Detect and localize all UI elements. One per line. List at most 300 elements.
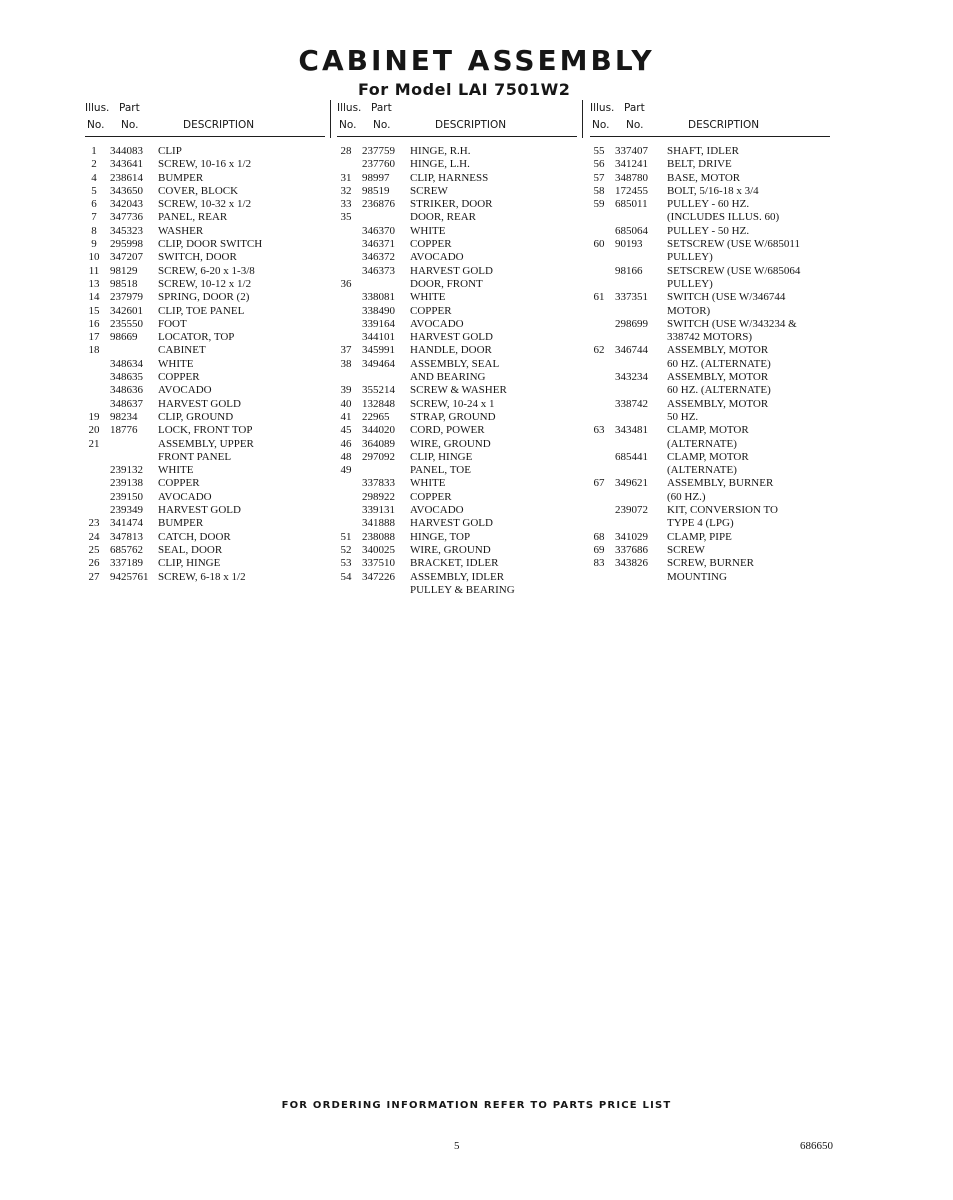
parts-row [337, 491, 577, 504]
part-description: CABINET [158, 344, 206, 357]
illus-number: 21 [88, 437, 100, 450]
part-number: 237979 [110, 291, 143, 304]
part-number: 338081 [362, 291, 395, 304]
parts-row [337, 451, 577, 464]
part-description: HARVEST GOLD [158, 397, 241, 410]
column-header [85, 102, 325, 137]
part-description: ASSEMBLY, UPPER [158, 437, 254, 450]
part-number: 338742 [615, 397, 648, 410]
parts-row [85, 211, 325, 224]
parts-row [85, 371, 325, 384]
part-description: PULLEY - 50 HZ. [667, 224, 750, 237]
parts-row [85, 185, 325, 198]
part-number: 338490 [362, 304, 395, 317]
header-description: DESCRIPTION [183, 119, 255, 131]
part-number: 337407 [615, 145, 648, 157]
parts-row [337, 318, 577, 331]
parts-list [337, 145, 577, 597]
part-description: HINGE, TOP [410, 530, 471, 543]
part-description: WHITE [410, 291, 446, 304]
parts-row [590, 358, 830, 371]
illus-number: 62 [593, 344, 605, 357]
parts-row [590, 185, 830, 198]
parts-row [590, 305, 830, 318]
parts-row [590, 477, 830, 490]
header-part-no: No. [626, 119, 644, 131]
header-illus: Illus. [85, 102, 110, 114]
header-part: Part [371, 102, 392, 114]
parts-row [337, 211, 577, 224]
part-description: MOUNTING [667, 570, 727, 583]
parts-row [590, 464, 830, 477]
parts-row [337, 464, 577, 477]
part-description: WHITE [410, 224, 446, 237]
illus-number: 54 [340, 570, 352, 583]
parts-row [590, 424, 830, 437]
illus-number: 40 [340, 397, 352, 410]
part-description: ASSEMBLY, MOTOR [667, 344, 769, 357]
illus-number: 4 [91, 171, 97, 184]
illus-number: 25 [88, 543, 100, 556]
part-number: 347736 [110, 211, 143, 224]
part-number: 239349 [110, 504, 143, 517]
part-number: 346744 [615, 344, 648, 357]
part-number: 342601 [110, 304, 143, 317]
illus-number: 48 [340, 450, 352, 463]
part-number: 239150 [110, 490, 143, 503]
parts-row [85, 198, 325, 211]
illus-number: 39 [340, 384, 352, 397]
part-number: 345323 [110, 224, 143, 237]
part-description: SHAFT, IDLER [667, 145, 739, 157]
parts-row [85, 544, 325, 557]
column-header [590, 102, 830, 137]
part-description: COPPER [410, 490, 452, 503]
part-number: 346370 [362, 224, 395, 237]
header-part: Part [119, 102, 140, 114]
part-number: 295998 [110, 238, 143, 251]
part-description: CLAMP, MOTOR [667, 450, 749, 463]
parts-row [85, 172, 325, 185]
parts-row [337, 384, 577, 397]
part-description: CLIP, TOE PANEL [158, 304, 245, 317]
parts-row [337, 145, 577, 158]
parts-row [85, 278, 325, 291]
part-description: HARVEST GOLD [410, 517, 493, 530]
part-number: 347226 [362, 570, 395, 583]
illus-number: 6 [91, 198, 97, 211]
part-description: SCREW, 10-12 x 1/2 [158, 277, 252, 290]
part-description: SCREW, 6-20 x 1-3/8 [158, 264, 255, 277]
part-description: FRONT PANEL [158, 450, 232, 463]
part-description: (60 HZ.) [667, 490, 706, 503]
document-number: 686650 [800, 1140, 833, 1152]
part-description: CATCH, DOOR [158, 530, 231, 543]
illus-number: 19 [88, 410, 100, 423]
part-number: 685441 [615, 450, 648, 463]
part-description: CLIP [158, 145, 182, 157]
part-description: CLIP, HINGE [410, 450, 473, 463]
part-number: 340025 [362, 543, 395, 556]
page-number: 5 [454, 1140, 460, 1152]
header-part-no: No. [373, 119, 391, 131]
parts-row [590, 451, 830, 464]
illus-number: 18 [88, 344, 100, 357]
part-number: 132848 [362, 397, 395, 410]
illus-number: 83 [593, 557, 605, 570]
part-description: CLAMP, PIPE [667, 530, 732, 543]
parts-row [337, 238, 577, 251]
parts-row [85, 477, 325, 490]
illus-number: 35 [340, 211, 352, 224]
illus-number: 10 [88, 251, 100, 264]
part-description: STRIKER, DOOR [410, 198, 493, 211]
part-number: 348635 [110, 371, 143, 384]
part-number: 172455 [615, 184, 648, 197]
part-number: 355214 [362, 384, 395, 397]
part-description: PANEL, REAR [158, 211, 228, 224]
illus-number: 49 [340, 464, 352, 477]
page-title: CABINET ASSEMBLY [298, 44, 655, 77]
part-description: HARVEST GOLD [158, 504, 241, 517]
part-description: HARVEST GOLD [410, 331, 493, 344]
header-illus: Illus. [590, 102, 615, 114]
part-number: 349464 [362, 357, 395, 370]
parts-row [590, 158, 830, 171]
parts-row [590, 198, 830, 211]
header-illus-no: No. [87, 119, 105, 131]
part-description: WHITE [158, 357, 194, 370]
part-number: 348636 [110, 384, 143, 397]
parts-row [85, 291, 325, 304]
part-number: 237760 [362, 158, 395, 171]
parts-row [337, 278, 577, 291]
part-description: BOLT, 5/16-18 x 3/4 [667, 184, 759, 197]
parts-row [85, 464, 325, 477]
illus-number: 36 [340, 277, 352, 290]
part-description: WASHER [158, 224, 204, 237]
parts-column-3 [590, 102, 830, 584]
illus-number: 14 [88, 291, 100, 304]
part-number: 239132 [110, 464, 143, 477]
part-description: 50 HZ. [667, 410, 699, 423]
part-description: FOOT [158, 317, 187, 330]
part-description: TYPE 4 (LPG) [667, 517, 734, 530]
part-number: 346372 [362, 251, 395, 264]
header-illus: Illus. [337, 102, 362, 114]
parts-row [590, 225, 830, 238]
part-description: HARVEST GOLD [410, 264, 493, 277]
part-number: 347207 [110, 251, 143, 264]
part-description: WHITE [158, 464, 194, 477]
parts-row [590, 371, 830, 384]
parts-row [337, 531, 577, 544]
parts-row [337, 251, 577, 264]
illus-number: 27 [88, 570, 100, 583]
part-number: 344020 [362, 424, 395, 437]
part-number: 343481 [615, 424, 648, 437]
parts-row [590, 211, 830, 224]
illus-number: 69 [593, 543, 605, 556]
part-description: SCREW, 10-16 x 1/2 [158, 158, 252, 171]
part-description: AVOCADO [158, 384, 212, 397]
parts-row [85, 424, 325, 437]
part-description: BELT, DRIVE [667, 158, 732, 171]
illus-number: 32 [340, 184, 352, 197]
part-description: SETSCREW (USE W/685064 [667, 264, 801, 277]
part-number: 685064 [615, 224, 648, 237]
part-description: COVER, BLOCK [158, 184, 239, 197]
part-description: BUMPER [158, 171, 204, 184]
parts-row [590, 278, 830, 291]
part-description: (INCLUDES ILLUS. 60) [667, 211, 780, 224]
part-description: ASSEMBLY, SEAL [410, 357, 500, 370]
parts-row [337, 371, 577, 384]
model-subtitle: For Model LAI 7501W2 [358, 80, 571, 99]
parts-row [85, 438, 325, 451]
part-description: 60 HZ. (ALTERNATE) [667, 357, 771, 370]
illus-number: 23 [88, 517, 100, 530]
part-description: COPPER [410, 238, 452, 251]
part-description: 338742 MOTORS) [667, 331, 753, 344]
parts-row [337, 158, 577, 171]
header-part: Part [624, 102, 645, 114]
parts-row [590, 571, 830, 584]
part-number: 337189 [110, 557, 143, 570]
part-number: 345991 [362, 344, 395, 357]
part-number: 344101 [362, 331, 395, 344]
part-number: 98518 [110, 277, 138, 290]
illus-number: 68 [593, 530, 605, 543]
parts-row [85, 557, 325, 570]
header-part-no: No. [121, 119, 139, 131]
parts-row [337, 398, 577, 411]
parts-row [85, 358, 325, 371]
parts-row [337, 185, 577, 198]
part-description: ASSEMBLY, IDLER [410, 570, 505, 583]
illus-number: 7 [91, 211, 97, 224]
parts-row [85, 571, 325, 584]
parts-row [590, 251, 830, 264]
part-number: 348634 [110, 357, 143, 370]
part-description: PULLEY - 60 HZ. [667, 198, 750, 211]
parts-row [590, 318, 830, 331]
part-description: COPPER [158, 477, 200, 490]
illus-number: 17 [88, 331, 100, 344]
column-header [337, 102, 577, 137]
parts-row [590, 491, 830, 504]
part-description: COPPER [410, 304, 452, 317]
parts-row [590, 557, 830, 570]
part-description: ASSEMBLY, BURNER [667, 477, 774, 490]
part-number: 98669 [110, 331, 138, 344]
part-number: 98129 [110, 264, 138, 277]
illus-number: 20 [88, 424, 100, 437]
part-description: SWITCH, DOOR [158, 251, 237, 264]
header-description: DESCRIPTION [688, 119, 760, 131]
parts-row [337, 198, 577, 211]
parts-row [85, 265, 325, 278]
part-number: 297092 [362, 450, 395, 463]
part-description: SCREW & WASHER [410, 384, 507, 397]
header-illus-no: No. [339, 119, 357, 131]
part-number: 348780 [615, 171, 648, 184]
parts-row [590, 145, 830, 158]
illus-number: 63 [593, 424, 605, 437]
illus-number: 45 [340, 424, 352, 437]
part-number: 237759 [362, 145, 395, 157]
part-description: (ALTERNATE) [667, 437, 737, 450]
parts-row [590, 265, 830, 278]
part-description: HINGE, L.H. [410, 158, 470, 171]
parts-row [590, 517, 830, 530]
parts-row [590, 531, 830, 544]
parts-column-2 [337, 102, 577, 597]
illus-number: 52 [340, 543, 352, 556]
part-description: SCREW [667, 543, 705, 556]
part-description: PULLEY) [667, 251, 713, 264]
illus-number: 33 [340, 198, 352, 211]
parts-list [85, 145, 325, 584]
parts-row [85, 398, 325, 411]
part-description: AVOCADO [158, 490, 212, 503]
parts-row [337, 331, 577, 344]
parts-row [337, 504, 577, 517]
parts-row [85, 318, 325, 331]
parts-row [337, 305, 577, 318]
parts-list [590, 145, 830, 584]
parts-row [337, 557, 577, 570]
illus-number: 15 [88, 304, 100, 317]
part-description: DOOR, FRONT [410, 277, 483, 290]
header-illus-no: No. [592, 119, 610, 131]
illus-number: 28 [340, 145, 352, 157]
parts-row [337, 358, 577, 371]
part-number: 685011 [615, 198, 648, 211]
illus-number: 59 [593, 198, 605, 211]
parts-row [85, 305, 325, 318]
illus-number: 57 [593, 171, 605, 184]
parts-row [85, 238, 325, 251]
illus-number: 16 [88, 317, 100, 330]
part-number: 239072 [615, 504, 648, 517]
parts-row [337, 544, 577, 557]
parts-row [337, 225, 577, 238]
part-description: 60 HZ. (ALTERNATE) [667, 384, 771, 397]
illus-number: 46 [340, 437, 352, 450]
parts-row [590, 398, 830, 411]
parts-row [590, 344, 830, 357]
part-description: CLIP, HARNESS [410, 171, 489, 184]
part-description: ASSEMBLY, MOTOR [667, 371, 769, 384]
parts-row [85, 451, 325, 464]
part-number: 337510 [362, 557, 395, 570]
part-number: 239138 [110, 477, 143, 490]
parts-row [85, 145, 325, 158]
parts-row [590, 172, 830, 185]
illus-number: 2 [91, 158, 97, 171]
part-description: LOCK, FRONT TOP [158, 424, 253, 437]
part-description: SCREW, 6-18 x 1/2 [158, 570, 246, 583]
parts-row [590, 504, 830, 517]
part-description: ASSEMBLY, MOTOR [667, 397, 769, 410]
part-number: 238614 [110, 171, 143, 184]
column-divider [330, 100, 331, 138]
illus-number: 51 [340, 530, 352, 543]
header-description: DESCRIPTION [435, 119, 507, 131]
part-description: (ALTERNATE) [667, 464, 737, 477]
part-description: CLAMP, MOTOR [667, 424, 749, 437]
part-description: LOCATOR, TOP [158, 331, 235, 344]
parts-row [337, 291, 577, 304]
part-description: CLIP, HINGE [158, 557, 221, 570]
part-description: SWITCH (USE W/343234 & [667, 317, 797, 330]
illus-number: 13 [88, 277, 100, 290]
parts-column-1 [85, 102, 325, 584]
parts-row [85, 225, 325, 238]
part-description: STRAP, GROUND [410, 410, 496, 423]
part-number: 341241 [615, 158, 648, 171]
part-number: 98997 [362, 171, 390, 184]
part-description: HINGE, R.H. [410, 145, 471, 157]
parts-row [337, 344, 577, 357]
illus-number: 56 [593, 158, 605, 171]
illus-number: 38 [340, 357, 352, 370]
illus-number: 53 [340, 557, 352, 570]
part-number: 298922 [362, 490, 395, 503]
part-description: BRACKET, IDLER [410, 557, 499, 570]
parts-row [85, 344, 325, 357]
illus-number: 5 [91, 184, 97, 197]
part-description: PULLEY & BEARING [410, 583, 515, 596]
parts-row [337, 265, 577, 278]
part-number: 346371 [362, 238, 395, 251]
parts-row [85, 517, 325, 530]
parts-row [85, 251, 325, 264]
parts-row [590, 238, 830, 251]
illus-number: 55 [593, 145, 605, 157]
part-description: WHITE [410, 477, 446, 490]
parts-row [590, 384, 830, 397]
part-description: SCREW, 10-24 x 1 [410, 397, 495, 410]
part-description: PULLEY) [667, 277, 713, 290]
part-number: 343650 [110, 184, 143, 197]
part-description: AND BEARING [410, 371, 486, 384]
part-number: 344083 [110, 145, 143, 157]
part-number: 342043 [110, 198, 143, 211]
part-description: DOOR, REAR [410, 211, 477, 224]
part-description: AVOCADO [410, 251, 464, 264]
parts-row [85, 411, 325, 424]
part-description: SPRING, DOOR (2) [158, 291, 250, 304]
illus-number: 61 [593, 291, 605, 304]
part-number: 98234 [110, 410, 138, 423]
illus-number: 67 [593, 477, 605, 490]
illus-number: 37 [340, 344, 352, 357]
illus-number: 41 [340, 410, 352, 423]
part-number: 348637 [110, 397, 143, 410]
part-description: WIRE, GROUND [410, 437, 491, 450]
parts-row [337, 424, 577, 437]
part-description: HANDLE, DOOR [410, 344, 492, 357]
illus-number: 9 [91, 238, 97, 251]
part-number: 298699 [615, 317, 648, 330]
part-number: 341888 [362, 517, 395, 530]
part-description: KIT, CONVERSION TO [667, 504, 778, 517]
ordering-note: FOR ORDERING INFORMATION REFER TO PARTS PRICE LIST [281, 1100, 672, 1111]
part-description: PANEL, TOE [410, 464, 471, 477]
parts-row [85, 531, 325, 544]
